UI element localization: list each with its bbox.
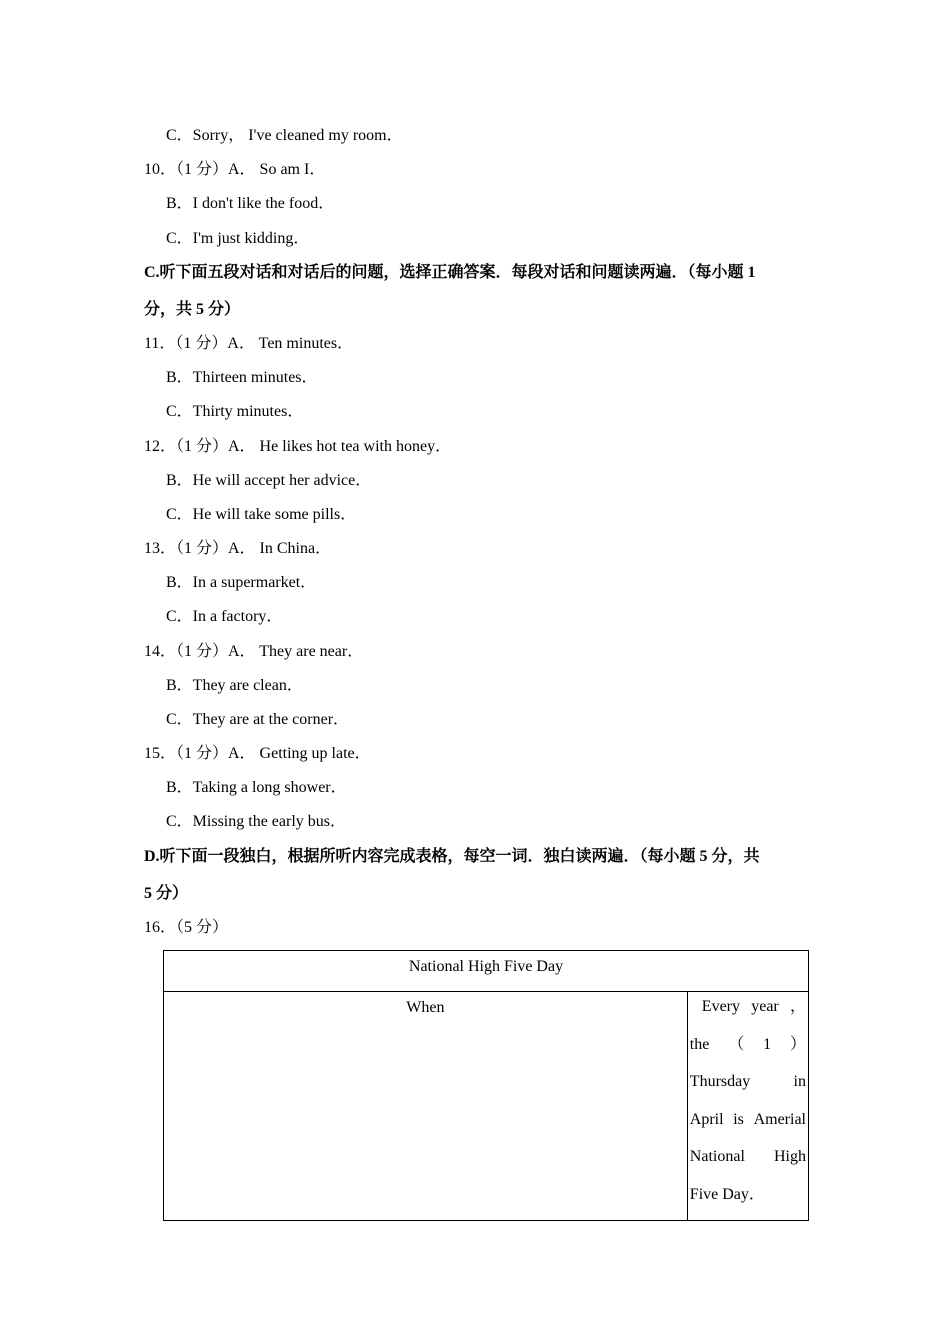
answer-word: Amerial [753,1110,806,1128]
q11-option-a: 11．（1 分）A． Ten minutes． [144,335,354,352]
q10-option-b: B．I don't like the food． [166,195,335,212]
q13-option-c: C．In a factory． [166,608,283,625]
answer-word: High [774,1148,806,1165]
answer-word: Every [701,998,740,1015]
table-title: National High Five Day [164,951,809,992]
answer-word: year [751,998,779,1015]
q14-option-a: 14．（1 分）A． They are near． [144,643,364,660]
section-d-heading-line2: 5 分） [144,885,189,902]
answer-cell [687,992,808,1221]
answer-word: ） [789,1035,806,1053]
q15-option-b: B．Taking a long shower． [166,779,347,796]
q12-option-a: 12．（1 分）A． He likes hot tea with honey． [144,438,452,455]
answer-word: （ [728,1035,745,1053]
answer-line-5 [688,1142,808,1180]
blank-number: 1 [763,1035,772,1053]
q16-label: 16．（5 分） [144,919,229,936]
q10-option-a: 10．（1 分）A． So am I． [144,161,326,178]
answer-line-1 [688,992,808,1030]
answer-word: Thursday [689,1073,751,1090]
answer-word: the [689,1035,710,1053]
q14-option-c: C．They are at the corner． [166,711,350,728]
high-five-day-table [163,950,809,1221]
q13-option-b: B．In a supermarket． [166,574,317,591]
table-row [164,992,809,1221]
q12-option-b: B．He will accept her advice． [166,472,372,489]
q9-option-c: C．Sorry， I've cleaned my room． [166,127,403,144]
answer-word: is [733,1110,744,1128]
answer-word: Five Day． [689,1185,765,1203]
answer-word: in [793,1073,806,1090]
section-c-heading-line1: C.听下面五段对话和对话后的问题，选择正确答案．每段对话和问题读两遍．（每小题 1 [144,264,756,281]
answer-line-3 [688,1067,808,1105]
row-label-when: When [164,992,688,1221]
answer-word: National [689,1148,745,1165]
q15-option-a: 15．（1 分）A． Getting up late． [144,745,371,762]
answer-word: April [689,1110,724,1128]
section-c-heading-line2: 分，共 5 分） [144,301,241,318]
q10-option-c: C．I'm just kidding． [166,230,310,247]
q14-option-b: B．They are clean． [166,677,303,694]
q15-option-c: C．Missing the early bus． [166,813,346,830]
answer-line-4 [688,1105,808,1143]
answer-line-6 [688,1180,808,1218]
q13-option-a: 13．（1 分）A． In China． [144,540,332,557]
table-title-row [164,951,809,992]
q12-option-c: C．He will take some pills． [166,506,357,523]
section-d-heading-line1: D.听下面一段独白，根据所听内容完成表格，每空一词．独白读两遍．（每小题 5 分，共 [144,848,760,865]
answer-word: ， [789,998,806,1015]
answer-line-2 [688,1030,808,1068]
q11-option-b: B．Thirteen minutes． [166,369,318,386]
q11-option-c: C．Thirty minutes． [166,403,304,420]
